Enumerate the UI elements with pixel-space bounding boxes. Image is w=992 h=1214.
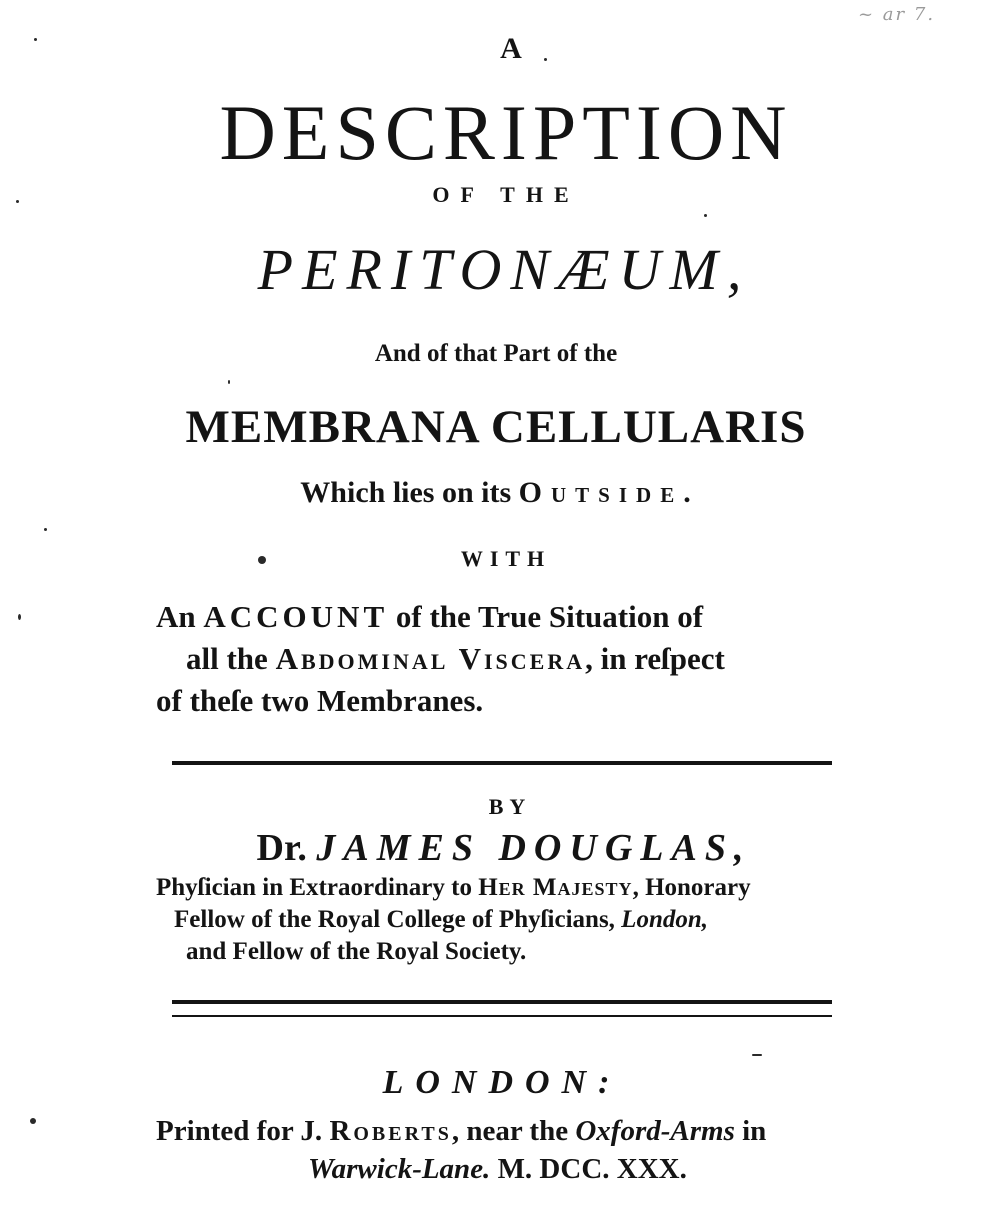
near-the: , near the <box>451 1115 576 1147</box>
double-rule-top <box>172 1000 832 1004</box>
her-majesty: Her Majesty <box>478 874 633 901</box>
account-line-2 <box>156 638 856 680</box>
by-label: BY <box>488 794 532 819</box>
imprint-year: M. DCC. XXX. <box>490 1153 687 1185</box>
scan-speck <box>228 380 230 384</box>
fellow-college: Fellow of the Royal College of Phyſicians, <box>174 906 622 933</box>
credentials-line-1 <box>156 872 876 904</box>
title-which-lies <box>4 476 992 510</box>
account-word: ACCOUNT <box>203 599 389 634</box>
title-of-the: OF THE <box>432 182 580 207</box>
scan-speck <box>16 200 19 203</box>
all-the: all the <box>186 641 276 676</box>
outside-text: Outside. <box>518 476 700 509</box>
title-main: DESCRIPTION <box>219 89 793 176</box>
warwick-lane: Warwick-Lane. <box>308 1153 491 1185</box>
printer-name: Roberts <box>329 1115 452 1147</box>
double-rule-bottom <box>172 1015 832 1017</box>
scan-speck <box>258 556 266 564</box>
author-line <box>8 826 992 870</box>
account-paragraph <box>156 596 856 722</box>
imprint-city: LONDON: <box>382 1064 622 1101</box>
in-word: in <box>734 1115 767 1147</box>
author-title: Dr. <box>256 827 317 869</box>
credentials-line-3: and Fellow of the Royal Society. <box>186 938 527 965</box>
imprint <box>156 1112 876 1188</box>
abdominal-viscera: Abdominal Viscera <box>275 641 586 676</box>
in-respect: , in reſpect <box>585 641 725 676</box>
account-an: An <box>156 599 204 634</box>
title-connector: And of that Part of the <box>374 340 618 367</box>
london-italic: London, <box>621 906 709 933</box>
printed-for: Printed for J. <box>156 1115 330 1147</box>
account-line-3: of theſe two Membranes. <box>156 683 484 718</box>
divider-rule <box>172 761 832 765</box>
title-article: A <box>500 32 528 65</box>
scan-speck <box>34 38 37 41</box>
oxford-arms: Oxford-Arms <box>575 1115 735 1147</box>
scan-speck <box>704 214 707 217</box>
account-rest: of the True Situation of <box>388 599 704 634</box>
account-line-1 <box>156 596 856 638</box>
library-stamp-mark: ~ ar 7. <box>858 4 936 25</box>
imprint-line-2 <box>156 1150 876 1188</box>
scan-speck <box>544 58 547 61</box>
scan-speck <box>30 1118 36 1124</box>
scan-speck <box>44 528 47 531</box>
author-name: JAMES DOUGLAS, <box>316 827 752 869</box>
author-credentials <box>156 872 876 968</box>
scan-speck <box>18 614 21 620</box>
honorary: , Honorary <box>632 874 751 901</box>
title-with: WITH <box>460 546 552 571</box>
title-subject: PERITONÆUM, <box>257 237 751 302</box>
credentials-line-2 <box>156 904 876 936</box>
physician-text: Phyſician in Extraordinary to <box>156 874 479 901</box>
scan-speck <box>752 1054 762 1056</box>
which-lies-text: Which lies on its <box>300 476 519 509</box>
imprint-line-1 <box>156 1112 876 1150</box>
title-membrana: MEMBRANA CELLULARIS <box>185 401 807 453</box>
